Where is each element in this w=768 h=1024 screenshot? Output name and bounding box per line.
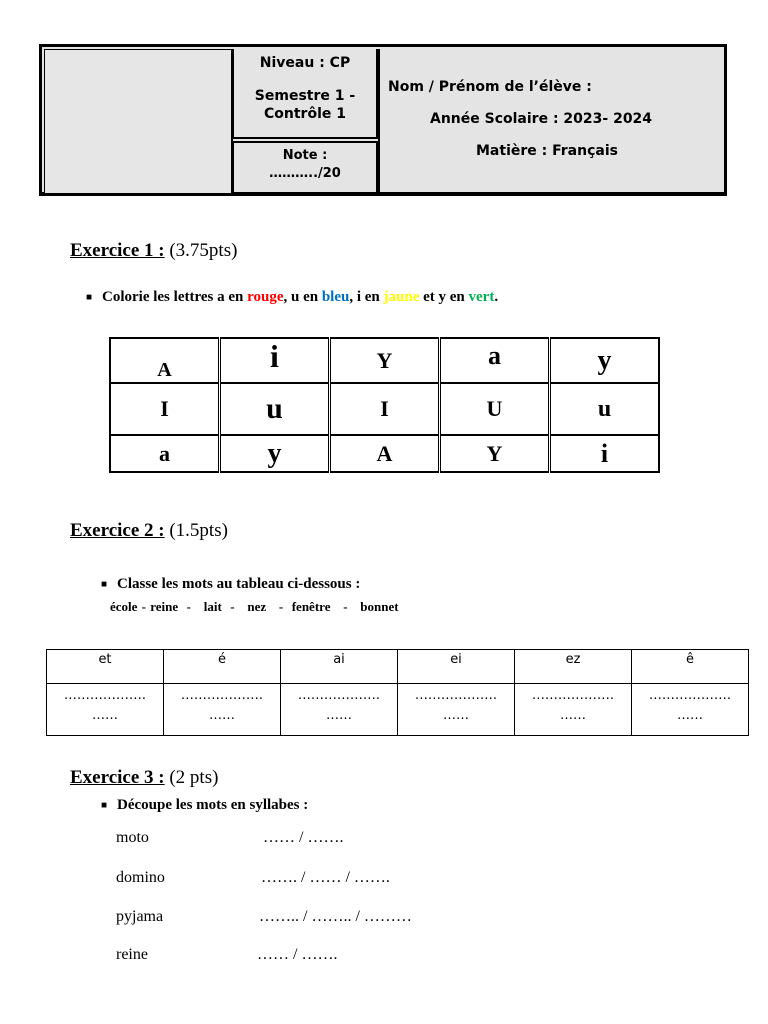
blank-line: ………………. <box>63 688 147 703</box>
blank-line: ………………. <box>531 688 615 703</box>
level-label: Niveau : CP <box>259 55 351 71</box>
instruction-fragment: , u en <box>283 289 322 305</box>
syllable-word: moto <box>116 829 149 846</box>
exercise-1-title: Exercice 1 : <box>70 240 165 261</box>
exercise-1-heading <box>70 240 237 262</box>
exercise-3-heading <box>70 767 218 789</box>
classification-table <box>46 649 749 736</box>
letter-cell[interactable]: i <box>550 435 660 472</box>
blank-line: …… <box>677 708 703 723</box>
letter-cell[interactable]: I <box>330 383 440 435</box>
instruction-fragment: Colorie les lettres a en <box>102 289 248 305</box>
instruction-fragment: . <box>494 289 499 305</box>
instruction-fragment: rouge <box>247 289 284 305</box>
school-year-label: Année Scolaire : 2023- 2024 <box>430 111 653 127</box>
exercise-3-instruction: ■ Découpe les mots en syllabes : <box>117 797 308 814</box>
header-box <box>39 44 727 196</box>
column-header-ei: ei <box>398 650 515 684</box>
letter-cell[interactable]: i <box>220 338 330 383</box>
letter-cell[interactable]: U <box>440 383 550 435</box>
blank-line: ………………. <box>414 688 498 703</box>
semester-text: Semestre 1 - <box>254 88 356 104</box>
grade-label <box>234 147 376 183</box>
answer-cell[interactable] <box>281 684 398 736</box>
instruction-fragment: et y en <box>419 289 469 305</box>
exercise-2-points: (1.5pts) <box>169 520 228 541</box>
semester-label <box>234 87 376 123</box>
blank-line: …… <box>443 708 469 723</box>
syllable-answer[interactable]: …… / ……. <box>263 829 344 846</box>
word-list: école - reine - lait - nez - fenêtre - bonnet <box>110 599 399 614</box>
instruction-fragment: vert <box>468 289 495 305</box>
exercise-1-points: (3.75pts) <box>169 240 238 261</box>
column-header-e-circumflex: ê <box>632 650 749 684</box>
student-info-cell <box>378 49 727 192</box>
answer-cell[interactable] <box>164 684 281 736</box>
letter-cell[interactable]: y <box>220 435 330 472</box>
column-header-ai: ai <box>281 650 398 684</box>
blank-line: …… <box>326 708 352 723</box>
exercise-2-instruction: ■ Classe les mots au tableau ci-dessous : <box>117 576 360 593</box>
blank-line: …… <box>560 708 586 723</box>
blank-line: …… <box>209 708 235 723</box>
syllable-answer[interactable]: …….. / …….. / ……… <box>259 908 412 925</box>
answer-cell[interactable] <box>632 684 749 736</box>
student-name-label: Nom / Prénom de l’élève : <box>388 79 592 95</box>
level-cell <box>232 49 378 139</box>
exercise-3-points: (2 pts) <box>169 767 219 788</box>
letter-cell[interactable]: y <box>550 338 660 383</box>
letter-cell[interactable]: I <box>110 383 220 435</box>
grade-title: Note : <box>282 148 328 163</box>
letter-cell[interactable]: a <box>110 435 220 472</box>
blank-line: ………………. <box>648 688 732 703</box>
letter-cell[interactable]: u <box>550 383 660 435</box>
syllable-word: pyjama <box>116 908 164 925</box>
answer-cell[interactable] <box>398 684 515 736</box>
answer-cell[interactable] <box>515 684 632 736</box>
syllable-answer[interactable]: ……. / …… / ……. <box>261 869 390 886</box>
column-header-e-acute: é <box>164 650 281 684</box>
exercise-1-instruction <box>102 289 498 306</box>
syllable-word: domino <box>116 869 165 886</box>
column-header-et: et <box>47 650 164 684</box>
answer-cell[interactable] <box>47 684 164 736</box>
letter-cell[interactable]: Y <box>440 435 550 472</box>
letter-cell[interactable]: A <box>330 435 440 472</box>
subject-label: Matière : Français <box>476 143 618 159</box>
letter-cell[interactable]: A <box>110 338 220 383</box>
exercise-3-title: Exercice 3 : <box>70 767 165 788</box>
syllable-word: reine <box>116 946 148 963</box>
instruction-fragment: jaune <box>383 289 420 305</box>
control-text: Contrôle 1 <box>264 106 346 122</box>
column-header-ez: ez <box>515 650 632 684</box>
instruction-fragment: , i en <box>349 289 384 305</box>
exercise-2-heading <box>70 520 228 542</box>
letter-cell[interactable]: u <box>220 383 330 435</box>
exercise-2-title: Exercice 2 : <box>70 520 165 541</box>
blank-line: ………………. <box>297 688 381 703</box>
letter-cell[interactable]: Y <box>330 338 440 383</box>
grade-value: ………../20 <box>269 166 341 181</box>
blank-line: ………………. <box>180 688 264 703</box>
letters-table <box>109 337 660 473</box>
logo-area <box>44 49 233 194</box>
letter-cell[interactable]: a <box>440 338 550 383</box>
instruction-fragment: bleu <box>321 289 350 305</box>
syllable-answer[interactable]: …… / ……. <box>257 946 338 963</box>
grade-cell <box>232 141 378 196</box>
blank-line: …… <box>92 708 118 723</box>
